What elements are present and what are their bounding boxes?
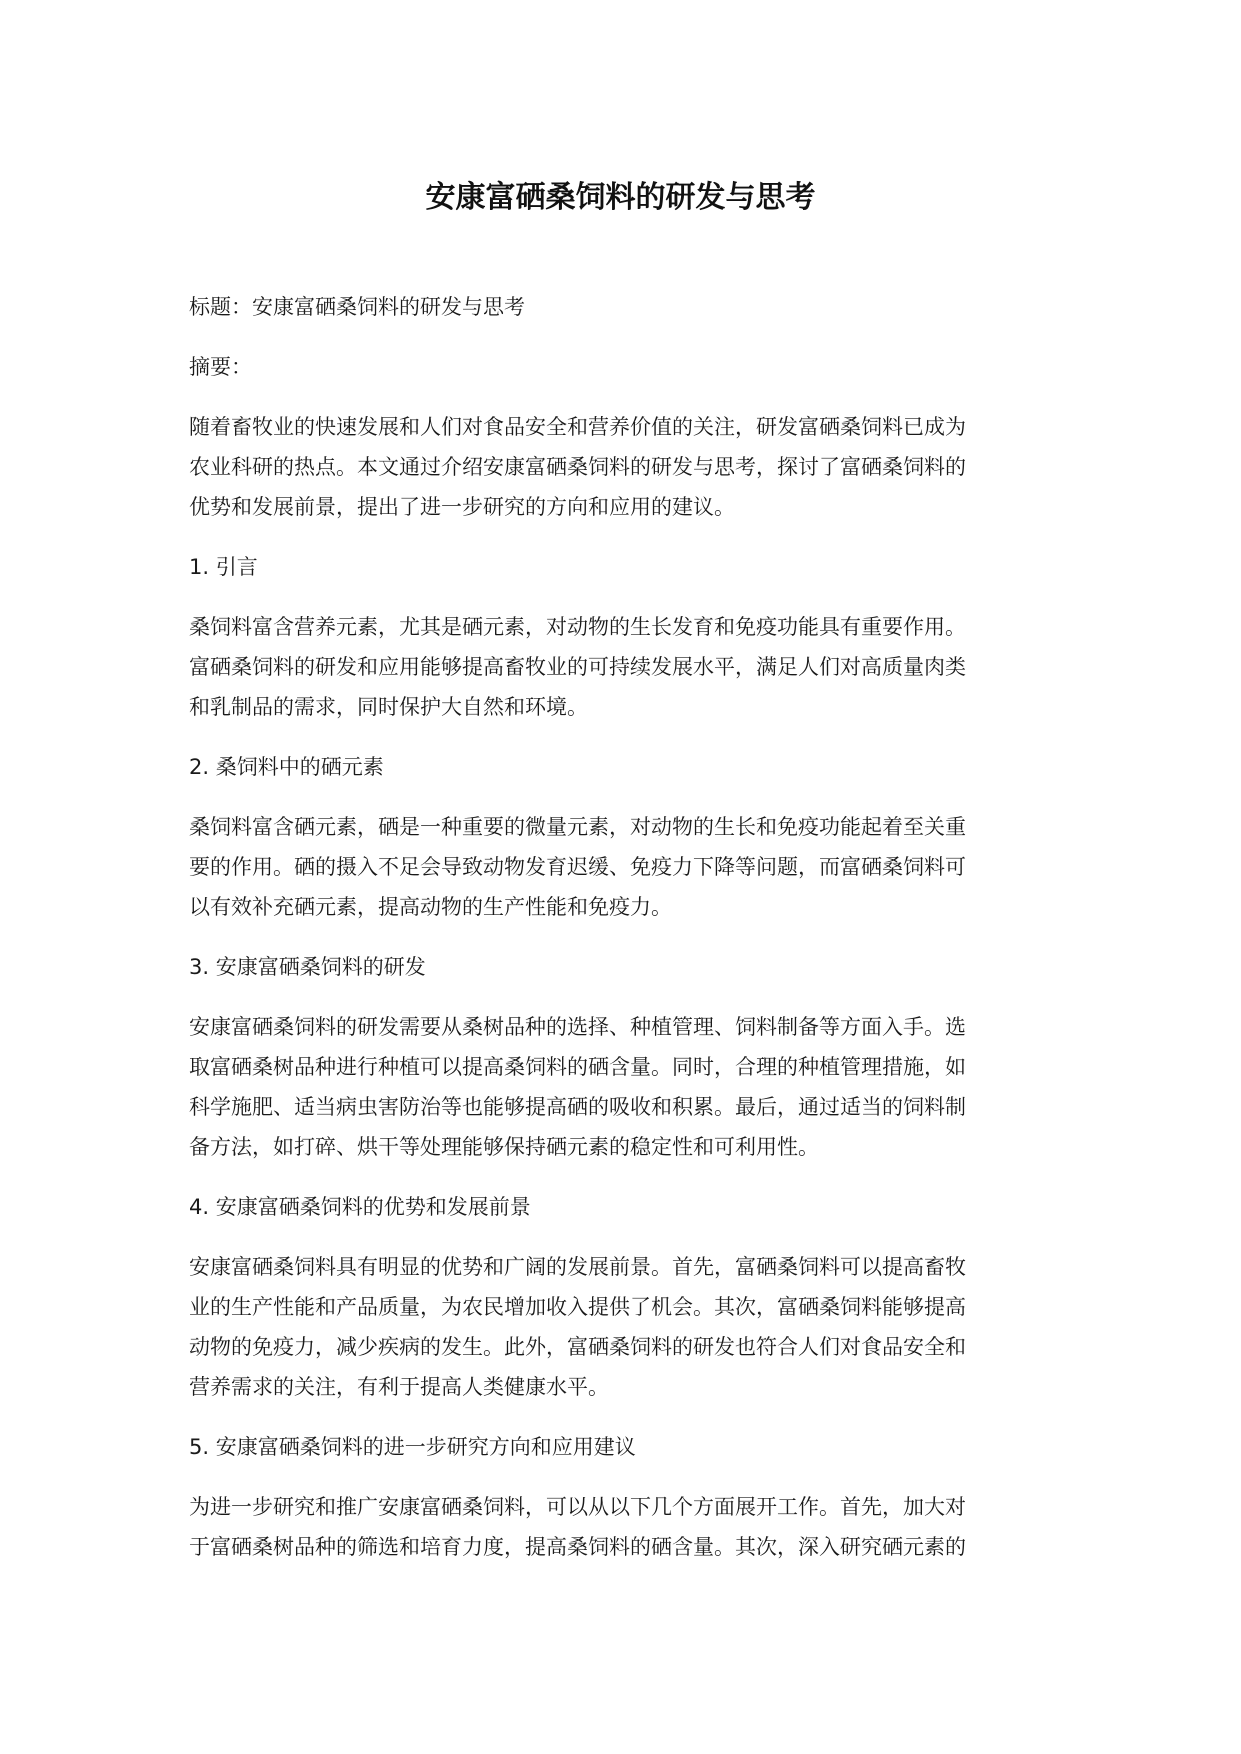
paragraph-line: 备方法，如打碎、烘干等处理能够保持硒元素的稳定性和可利用性。 xyxy=(189,1135,819,1159)
paragraph-line: 优势和发展前景，提出了进一步研究的方向和应用的建议。 xyxy=(189,495,735,519)
paragraph-line: 安康富硒桑饲料的研发需要从桑树品种的选择、种植管理、饲料制备等方面入手。选 xyxy=(189,1015,966,1039)
title-line: 标题：安康富硒桑饲料的研发与思考 xyxy=(189,295,525,319)
abstract-paragraph xyxy=(189,407,1047,527)
paragraph-line: 桑饲料富含营养元素，尤其是硒元素，对动物的生长发育和免疫功能具有重要作用。 xyxy=(189,615,966,639)
document-title: 安康富硒桑饲料的研发与思考 xyxy=(425,180,816,215)
paragraph-line: 富硒桑饲料的研发和应用能够提高畜牧业的可持续发展水平，满足人们对高质量肉类 xyxy=(189,655,966,679)
paragraph-line: 为进一步研究和推广安康富硒桑饲料，可以从以下几个方面展开工作。首先，加大对 xyxy=(189,1495,966,1519)
section-paragraph-2 xyxy=(189,807,1047,927)
paragraph-line: 于富硒桑树品种的筛选和培育力度，提高桑饲料的硒含量。其次，深入研究硒元素的 xyxy=(189,1535,966,1559)
section-heading-4: 4. 安康富硒桑饲料的优势和发展前景 xyxy=(189,1195,531,1219)
paragraph-line: 和乳制品的需求，同时保护大自然和环境。 xyxy=(189,695,588,719)
paragraph-line: 科学施肥、适当病虫害防治等也能够提高硒的吸收和积累。最后，通过适当的饲料制 xyxy=(189,1095,966,1119)
section-heading-1: 1. 引言 xyxy=(189,555,258,579)
section-paragraph-3 xyxy=(189,1007,1047,1167)
paragraph-line: 取富硒桑树品种进行种植可以提高桑饲料的硒含量。同时，合理的种植管理措施，如 xyxy=(189,1055,966,1079)
paragraph-line: 随着畜牧业的快速发展和人们对食品安全和营养价值的关注，研发富硒桑饲料已成为 xyxy=(189,415,966,439)
section-heading-5: 5. 安康富硒桑饲料的进一步研究方向和应用建议 xyxy=(189,1435,636,1459)
paragraph-line: 营养需求的关注，有利于提高人类健康水平。 xyxy=(189,1375,609,1399)
paragraph-line: 要的作用。硒的摄入不足会导致动物发育迟缓、免疫力下降等问题，而富硒桑饲料可 xyxy=(189,855,966,879)
abstract-label: 摘要： xyxy=(189,355,252,379)
paragraph-line: 业的生产性能和产品质量，为农民增加收入提供了机会。其次，富硒桑饲料能够提高 xyxy=(189,1295,966,1319)
section-paragraph-1 xyxy=(189,607,1047,727)
section-paragraph-4 xyxy=(189,1247,1047,1407)
section-paragraph-5 xyxy=(189,1487,1047,1567)
section-heading-3: 3. 安康富硒桑饲料的研发 xyxy=(189,955,426,979)
paragraph-line: 动物的免疫力，减少疾病的发生。此外，富硒桑饲料的研发也符合人们对食品安全和 xyxy=(189,1335,966,1359)
section-heading-2: 2. 桑饲料中的硒元素 xyxy=(189,755,384,779)
paragraph-line: 桑饲料富含硒元素，硒是一种重要的微量元素，对动物的生长和免疫功能起着至关重 xyxy=(189,815,966,839)
paragraph-line: 以有效补充硒元素，提高动物的生产性能和免疫力。 xyxy=(189,895,672,919)
paragraph-line: 安康富硒桑饲料具有明显的优势和广阔的发展前景。首先，富硒桑饲料可以提高畜牧 xyxy=(189,1255,966,1279)
document-body xyxy=(189,287,1047,1587)
paragraph-line: 农业科研的热点。本文通过介绍安康富硒桑饲料的研发与思考，探讨了富硒桑饲料的 xyxy=(189,455,966,479)
